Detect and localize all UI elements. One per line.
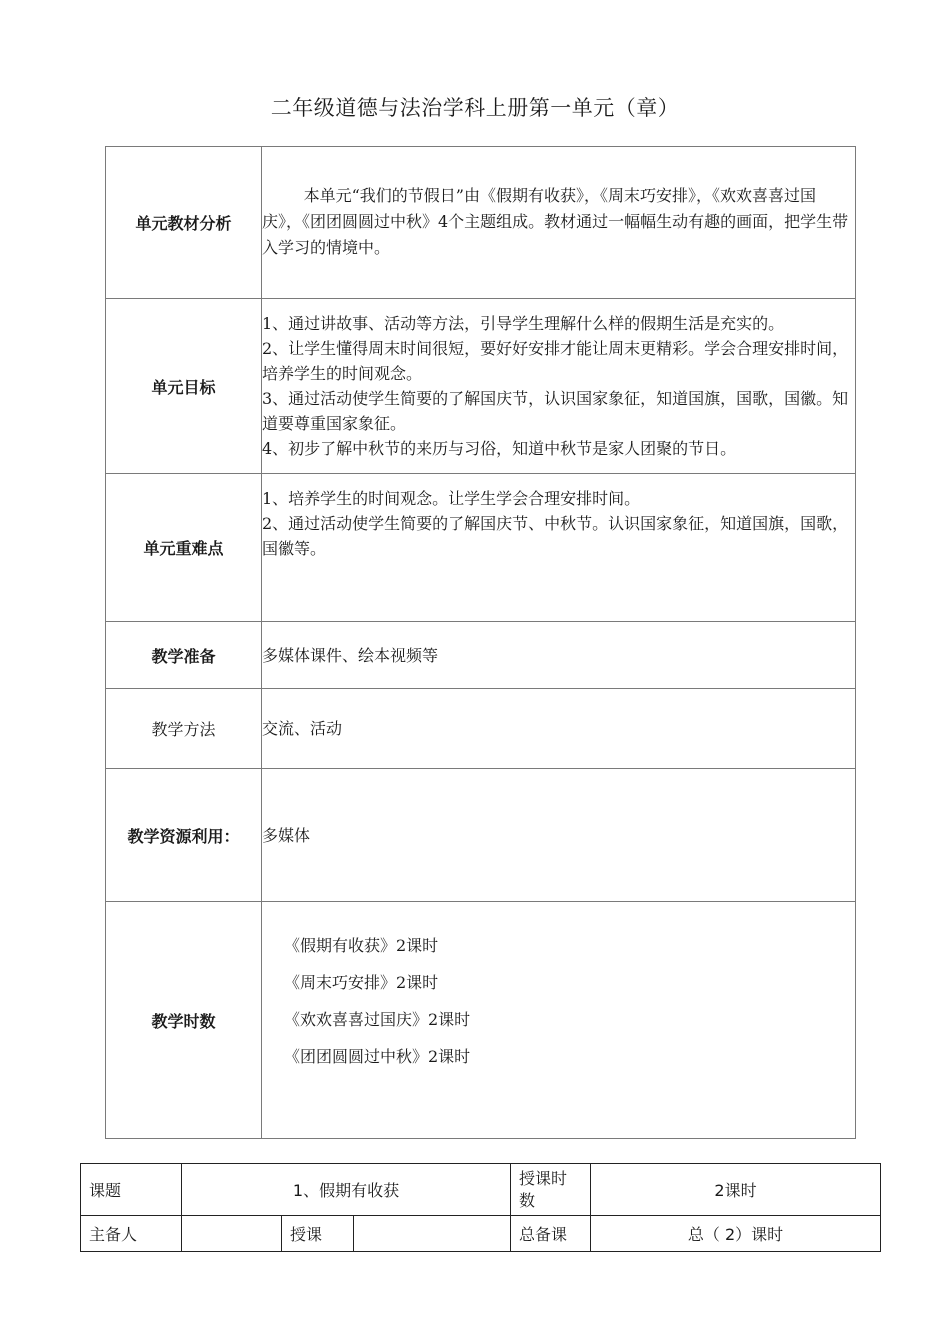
total-value: 总（ 2）课时 <box>591 1216 881 1252</box>
row-method <box>106 689 856 769</box>
lesson-row-topic <box>81 1164 881 1216</box>
topic-value: 1、假期有收获 <box>182 1164 511 1216</box>
label-method: 教学方法 <box>106 689 262 769</box>
total-label: 总备课 <box>511 1216 591 1252</box>
content-preparation: 多媒体课件、绘本视频等 <box>262 622 856 689</box>
goal-item: 2、让学生懂得周末时间很短，要好好安排才能让周末更精彩。学会合理安排时间，培养学生的时间观念。 <box>262 339 849 383</box>
lesson-row-preparer <box>81 1216 881 1252</box>
content-method: 交流、活动 <box>262 689 856 769</box>
difficulty-item: 1、培养学生的时间观念。让学生学会合理安排时间。 <box>262 489 641 508</box>
teach-value <box>354 1216 511 1252</box>
goal-item: 1、通过讲故事、活动等方法，引导学生理解什么样的假期生活是充实的。 <box>262 314 785 333</box>
row-resources <box>106 769 856 902</box>
goal-item: 3、通过活动使学生简要的了解国庆节，认识国家象征，知道国旗，国歌，国徽。知道要尊重国家象征。 <box>262 389 849 433</box>
row-hours <box>106 902 856 1139</box>
page-title: 二年级道德与法治学科上册第一单元（章） <box>270 96 680 120</box>
content-analysis <box>262 147 856 299</box>
label-preparation: 教学准备 <box>106 622 262 689</box>
row-difficulties <box>106 474 856 622</box>
label-hours: 教学时数 <box>106 902 262 1139</box>
hours-item: 《周末巧安排》2课时 <box>284 973 439 992</box>
teach-label: 授课 <box>282 1216 354 1252</box>
content-resources: 多媒体 <box>262 769 856 902</box>
hours-item: 《假期有收获》2课时 <box>284 936 439 955</box>
preparer-label: 主备人 <box>81 1216 182 1252</box>
hours-label: 授课时数 <box>511 1164 591 1216</box>
topic-label: 课题 <box>81 1164 182 1216</box>
content-goals <box>262 299 856 474</box>
difficulty-item: 2、通过活动使学生简要的了解国庆节、中秋节。认识国家象征，知道国旗，国歌，国徽等。 <box>262 514 849 558</box>
label-resources: 教学资源利用： <box>106 769 262 902</box>
row-goals <box>106 299 856 474</box>
hours-item: 《欢欢喜喜过国庆》2课时 <box>284 1010 471 1029</box>
row-analysis <box>106 147 856 299</box>
content-difficulties <box>262 474 856 622</box>
row-preparation <box>106 622 856 689</box>
hours-value: 2课时 <box>591 1164 881 1216</box>
goal-item: 4、初步了解中秋节的来历与习俗，知道中秋节是家人团聚的节日。 <box>262 439 737 458</box>
label-goals: 单元目标 <box>106 299 262 474</box>
analysis-text: 本单元“我们的节假日”由《假期有收获》，《周末巧安排》，《欢欢喜喜过国庆》，《团团圆圆过中秋》4个主题组成。教材通过一幅幅生动有趣的画面，把学生带入学习的情境中。 <box>262 186 849 257</box>
lesson-header-table <box>80 1163 881 1252</box>
hours-item: 《团团圆圆过中秋》2课时 <box>284 1047 471 1066</box>
unit-plan-table <box>105 146 856 1139</box>
content-hours <box>262 902 856 1139</box>
label-analysis: 单元教材分析 <box>106 147 262 299</box>
preparer-value <box>182 1216 282 1252</box>
label-difficulties: 单元重难点 <box>106 474 262 622</box>
